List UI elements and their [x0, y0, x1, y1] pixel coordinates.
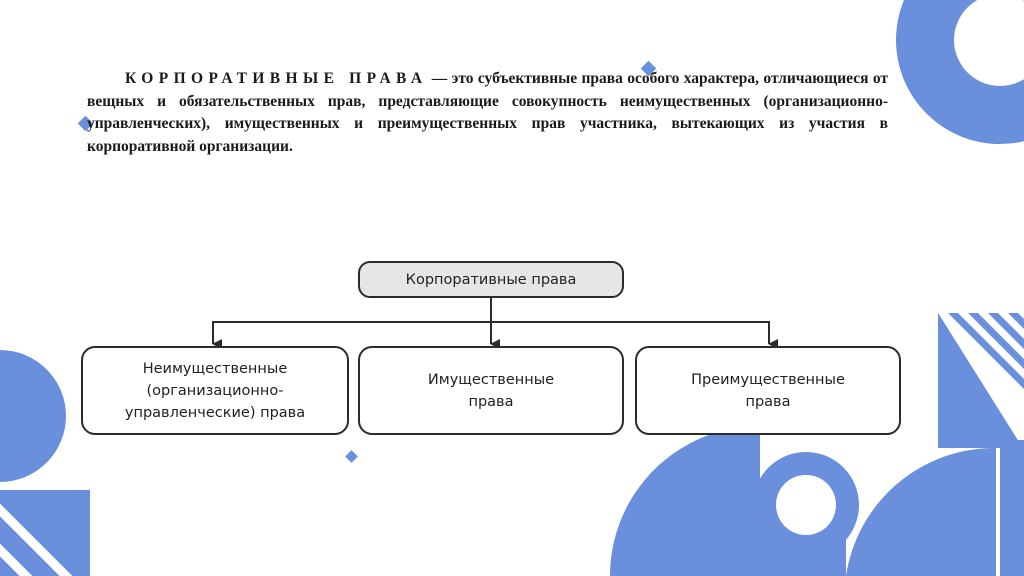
- root-node-label: Корпоративные права: [405, 271, 577, 288]
- diagram-node-property-rights: [358, 346, 624, 435]
- node-label-non-property: Неимущественные (организационно- управленческие) права: [124, 360, 306, 421]
- diagram-node-preemptive-rights: [635, 346, 901, 435]
- node-label-preemptive: Преимущественные права: [691, 371, 845, 410]
- node-label-property: Имущественные права: [427, 371, 555, 410]
- definition-text: — это субъективные права особого характера, отличающиеся от вещных и обязательственных прав, представляющие совокупность неимущественных (организационно-управленческих), имущественных и преимущественных прав участника, вытекающих из участия в корпоративной организации.: [87, 70, 889, 155]
- definition-term: КОРПОРАТИВНЫЕ ПРАВА: [125, 70, 428, 87]
- diagram-root-node: [358, 261, 624, 298]
- diagram-node-non-property-rights: [81, 346, 349, 435]
